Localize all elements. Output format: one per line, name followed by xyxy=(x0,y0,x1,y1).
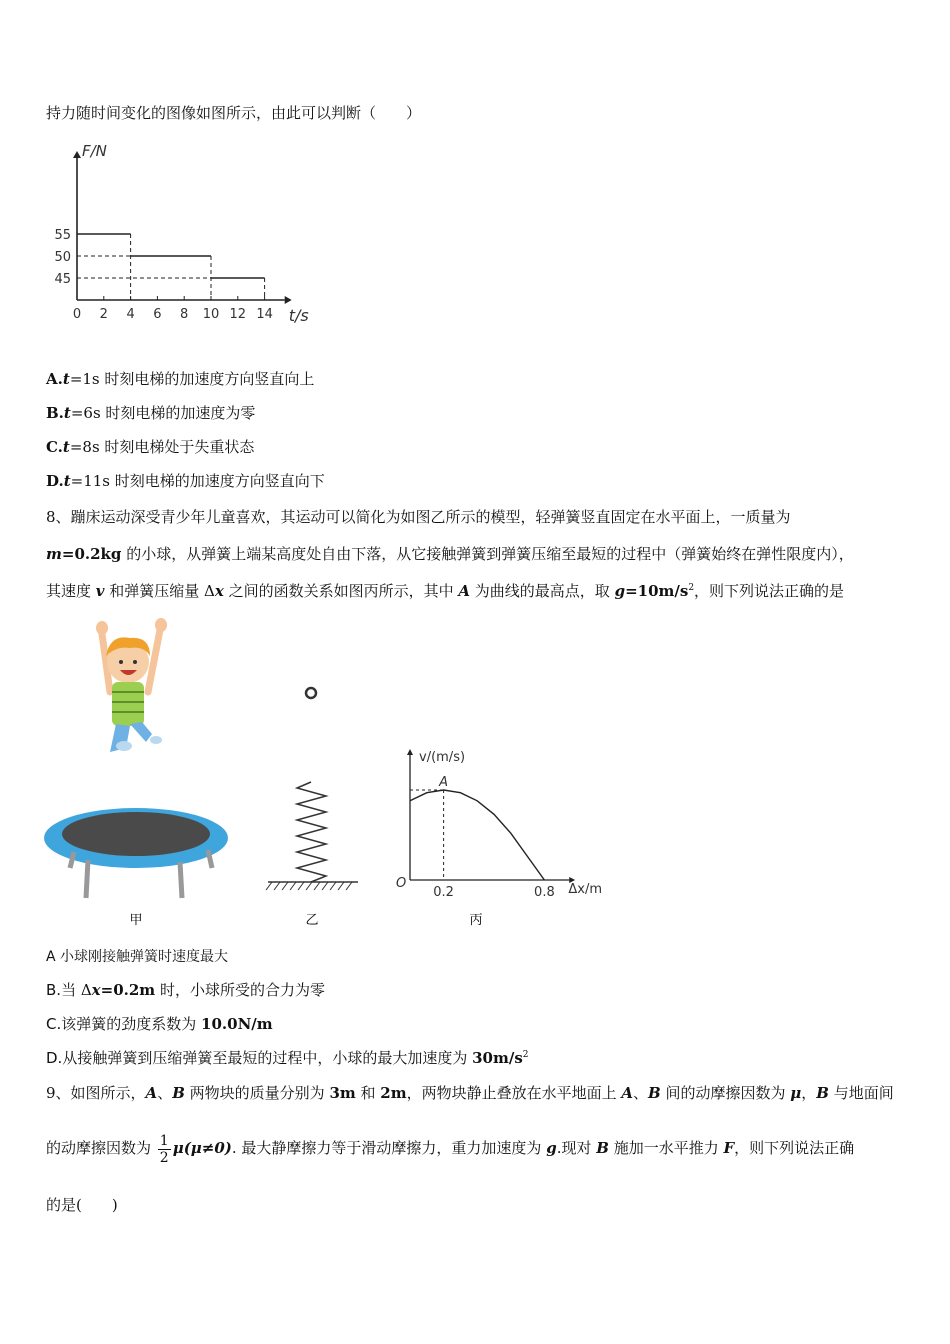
q7-option-d-letter: D. xyxy=(46,472,64,490)
q8-point-a-var: A xyxy=(458,582,471,600)
x-tick-label: 10 xyxy=(202,307,220,322)
x-axis-label: Δx/m xyxy=(568,882,603,897)
y-axis-label: F/N xyxy=(82,142,107,160)
y-tick-label: 45 xyxy=(54,272,71,287)
force-time-chart xyxy=(40,140,330,330)
q8-mass-var: m xyxy=(46,545,62,563)
question-9-line-3 xyxy=(46,1194,118,1215)
q8-option-d-value: 30m/s xyxy=(472,1049,523,1067)
q8-option-b-pre: 当 Δ xyxy=(61,981,92,999)
q7-option-c[interactable] xyxy=(46,436,254,457)
q9-force-f: F xyxy=(723,1139,735,1157)
ball-icon xyxy=(306,688,316,698)
x-tick-label: 8 xyxy=(180,307,189,322)
q8-option-a-letter: A xyxy=(46,949,56,965)
x-tick-label: 6 xyxy=(153,307,162,322)
q7-option-b-text: =6s 时刻电梯的加速度为零 xyxy=(70,404,256,422)
q9-l1-h: ， xyxy=(801,1084,817,1102)
q9-l2-d: 施加一水平推力 xyxy=(608,1139,724,1157)
y-axis-label: v/(m/s) xyxy=(419,750,466,765)
q9-g: g xyxy=(546,1139,557,1157)
q8-g-exponent: 2 xyxy=(688,583,695,593)
y-axis-arrow xyxy=(73,151,81,158)
q8-line3-b: 和弹簧压缩量 Δ xyxy=(104,582,215,600)
q9-mass-1: 3m xyxy=(329,1084,356,1102)
q9-block-a-2: A xyxy=(621,1084,634,1102)
question-7-stem xyxy=(46,102,421,123)
q8-mass-value: =0.2kg xyxy=(61,545,122,563)
q7-option-a-letter: A. xyxy=(46,370,63,388)
q9-l1-a: 9、如图所示， xyxy=(46,1084,146,1102)
q9-l2-a: 的动摩擦因数为 xyxy=(46,1139,156,1157)
trampoline-illustration xyxy=(44,808,228,898)
q8-line3-a: 其速度 xyxy=(46,582,96,600)
figure-bing-label: 丙 xyxy=(469,913,483,928)
y-tick-label: 55 xyxy=(54,228,71,243)
q8-option-a-text: 小球刚接触弹簧时速度最大 xyxy=(55,949,229,965)
q9-l1-f: 、 xyxy=(633,1084,649,1102)
q8-line1-text: 8、蹦床运动深受青少年儿童喜欢，其运动可以简化为如图乙所示的模型，轻弹簧竖直固定在水平面上，一质量为 xyxy=(46,508,791,526)
q7-option-a[interactable] xyxy=(46,368,314,389)
q7-option-a-var: t xyxy=(62,370,70,388)
q7-option-d[interactable] xyxy=(46,470,325,491)
one-half-fraction xyxy=(158,1133,171,1166)
q8-dx-var: x xyxy=(214,582,224,600)
q7-option-b-letter: B. xyxy=(46,404,64,422)
q9-l2-c: .现对 xyxy=(556,1139,597,1157)
q8-option-d-exponent: 2 xyxy=(522,1050,529,1060)
q8-option-d-pre: 从接触弹簧到压缩弹簧至最短的过程中，小球的最大加速度为 xyxy=(62,1049,473,1067)
q8-option-a[interactable] xyxy=(46,946,228,966)
y-tick-label: 50 xyxy=(54,250,71,265)
q8-line2-text: 的小球，从弹簧上端某高度处自由下落，从它接触弹簧到弹簧压缩至最短的过程中（弹簧始终在弹性限度内）， xyxy=(121,545,854,563)
spring-icon xyxy=(297,782,326,882)
q8-option-c-pre: 该弹簧的劲度系数为 xyxy=(61,1015,202,1033)
fraction-numerator: 1 xyxy=(159,1132,169,1149)
x-axis-label: t/s xyxy=(288,306,309,325)
q9-block-b-3: B xyxy=(816,1084,829,1102)
ground-hatching xyxy=(266,882,352,890)
figure-yi xyxy=(262,680,372,932)
q8-option-b[interactable] xyxy=(46,979,325,1000)
q8-option-c[interactable] xyxy=(46,1013,273,1034)
q8-line3-e: ，则下列说法正确的是 xyxy=(694,582,845,600)
q8-option-b-var: x xyxy=(91,981,101,999)
q9-l1-i: 与地面间 xyxy=(828,1084,894,1102)
x-tick-label: 0.2 xyxy=(433,885,454,900)
q8-line3-d: 为曲线的最高点，取 xyxy=(470,582,615,600)
q8-option-b-value: =0.2m xyxy=(100,981,156,999)
q7-option-a-text: =1s 时刻电梯的加速度方向竖直向上 xyxy=(69,370,315,388)
x-tick-label: 4 xyxy=(126,307,135,322)
q8-option-c-value: 10.0N/m xyxy=(201,1015,273,1033)
q8-option-b-text: 时，小球所受的合力为零 xyxy=(155,981,325,999)
question-8-line-1 xyxy=(46,506,791,527)
q9-l1-c: 两物块的质量分别为 xyxy=(184,1084,330,1102)
q8-option-d[interactable] xyxy=(46,1047,529,1068)
peak-label: A xyxy=(439,775,449,790)
x-tick-label: 12 xyxy=(229,307,247,322)
figure-yi-label: 乙 xyxy=(305,913,319,928)
q9-mu: μ xyxy=(790,1084,802,1102)
q9-mass-2: 2m xyxy=(380,1084,407,1102)
x-tick-label: 2 xyxy=(99,307,108,322)
q9-block-b: B xyxy=(172,1084,185,1102)
x-axis-arrow xyxy=(285,296,292,304)
q7-option-c-letter: C. xyxy=(46,438,63,456)
fraction-denominator: 2 xyxy=(159,1149,169,1166)
x-tick-label: 0 xyxy=(72,307,82,322)
q7-option-b-var: t xyxy=(63,404,71,422)
question-7-stem-text: 持力随时间变化的图像如图所示，由此可以判断（ ） xyxy=(46,104,422,122)
q9-mu-condition: (μ≠0) xyxy=(183,1139,232,1157)
figure-jia-label: 甲 xyxy=(129,913,143,928)
x-tick-label: 14 xyxy=(256,307,273,322)
q9-l1-b: 、 xyxy=(157,1084,173,1102)
q9-l3-text: 的是( ) xyxy=(46,1196,118,1214)
q8-option-b-letter: B. xyxy=(46,981,62,999)
question-8-line-2 xyxy=(46,543,854,564)
q7-option-c-var: t xyxy=(62,438,70,456)
q9-block-b-2: B xyxy=(648,1084,661,1102)
velocity-curve xyxy=(410,790,544,880)
q8-g-var: g xyxy=(614,582,626,600)
question-8-line-3 xyxy=(46,580,844,601)
figure-jia xyxy=(40,612,240,932)
question-9-line-1 xyxy=(46,1082,894,1103)
q9-block-a: A xyxy=(145,1084,158,1102)
q9-block-b-4: B xyxy=(596,1139,609,1157)
q9-l1-g: 间的动摩擦因数为 xyxy=(660,1084,791,1102)
origin-label: O xyxy=(396,876,407,891)
q9-l2-b: . 最大静摩擦力等于滑动摩擦力，重力加速度为 xyxy=(231,1139,547,1157)
q7-option-c-text: =8s 时刻电梯处于失重状态 xyxy=(69,438,255,456)
x-tick-label: 0.8 xyxy=(534,885,555,900)
q9-l1-d: 和 xyxy=(355,1084,381,1102)
q7-option-d-var: t xyxy=(63,472,71,490)
q8-option-c-letter: C. xyxy=(46,1015,62,1033)
q8-velocity-var: v xyxy=(95,582,105,600)
question-9-line-2 xyxy=(46,1131,854,1166)
q8-line3-c: 之间的函数关系如图丙所示，其中 xyxy=(223,582,459,600)
q9-mu-2: μ xyxy=(172,1139,184,1157)
q8-g-value: =10m/s xyxy=(625,582,689,600)
q9-l1-e: ，两物块静止叠放在水平地面上 xyxy=(406,1084,622,1102)
q8-option-d-letter: D. xyxy=(46,1049,63,1067)
q7-option-b[interactable] xyxy=(46,402,255,423)
y-axis-arrow xyxy=(407,749,413,755)
jumping-boy-illustration xyxy=(96,618,167,752)
q7-option-d-text: =11s 时刻电梯的加速度方向竖直向下 xyxy=(70,472,325,490)
q9-l2-e: ，则下列说法正确 xyxy=(734,1139,855,1157)
velocity-compression-chart xyxy=(390,745,605,935)
